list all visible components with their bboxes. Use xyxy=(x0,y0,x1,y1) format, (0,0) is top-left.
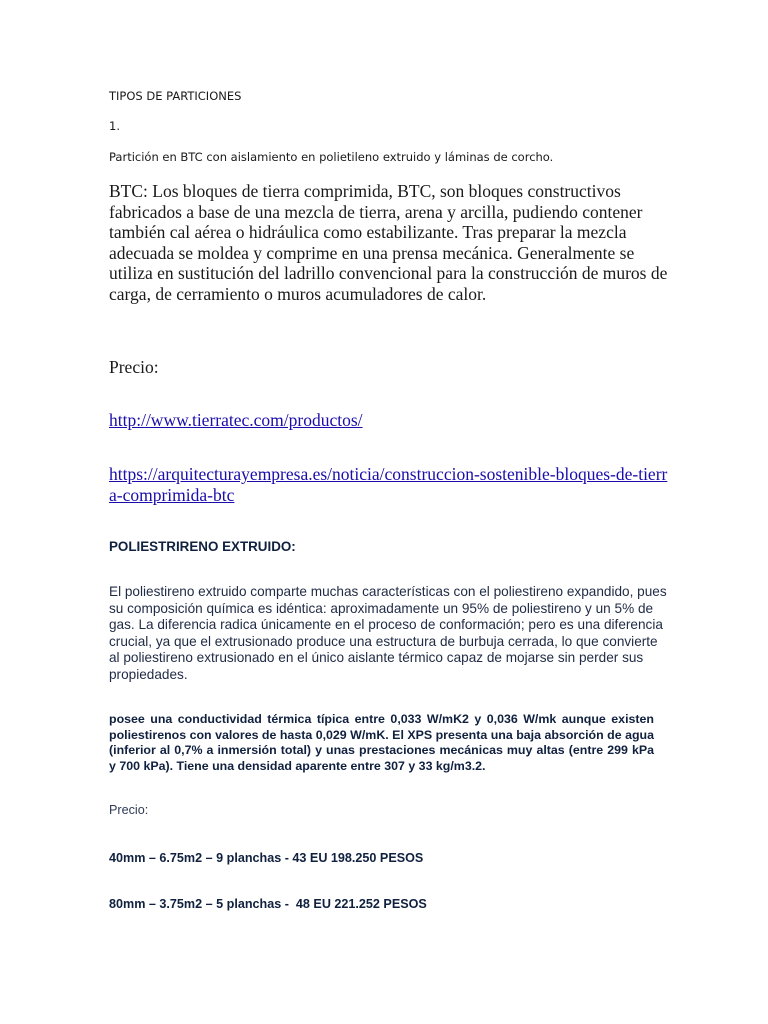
btc-term: BTC: xyxy=(109,181,148,201)
poliestireno-properties: posee una conductividad térmica típica entre 0,033 W/mK2 y 0,036 W/mk aunque existen poliestirenos con valores de hasta 0,029 W/mK. El XPS presenta una baja absorción de agua (inferior al 0,7% a inmersión total) y unas prestaciones mecánicas muy altas (entre 299 kPa y 700 kPa). Tiene una densidad aparente entre 307 y 33 kg/m3.2. xyxy=(109,712,654,773)
price-line-80mm: 80mm – 3.75m2 – 5 planchas - 48 EU 221.252 PESOS xyxy=(109,897,427,911)
page-title: TIPOS DE PARTICIONES xyxy=(109,89,242,103)
price-line-40mm: 40mm – 6.75m2 – 9 planchas - 43 EU 198.250 PESOS xyxy=(109,851,424,865)
btc-paragraph xyxy=(109,181,669,305)
poliestireno-description: El poliestireno extruido comparte muchas características con el poliestireno expandido, pues su composición química es idéntica: aproximadamente un 95% de poliestireno y un 5% de gas. La diferencia radica únicamente en el proceso de conformación; pero es una diferencia crucial, ya que el extrusionado produce una estructura de burbuja cerrada, lo que convierte al poliestireno extrusionado en el único aislante térmico capaz de mojarse sin perder sus propiedades. xyxy=(109,584,667,682)
price-label-btc: Precio: xyxy=(109,357,159,377)
tierratec-link[interactable]: http://www.tierratec.com/productos/ xyxy=(109,410,363,430)
arquitectura-link[interactable]: https://arquitecturayempresa.es/noticia/construccion-sostenible-bloques-de-tierra-comprimida-btc xyxy=(109,464,668,505)
price-label-poliestireno: Precio: xyxy=(109,803,149,817)
item-number: 1. xyxy=(109,119,120,133)
btc-text: Los bloques de tierra comprimida, BTC, son bloques constructivos fabricados a base de una mezcla de tierra, arena y arcilla, pudiendo contener también cal aérea o hidráulica como estabilizante. Tras preparar la mezcla adecuada se moldea y comprime en una prensa mecánica. Generalmente se utiliza en sustitución del ladrillo convencional para la construcción de muros de carga, de cerramiento o muros acumuladores de calor. xyxy=(109,181,668,304)
partition-subtitle: Partición en BTC con aislamiento en polietileno extruido y láminas de corcho. xyxy=(109,150,554,164)
poliestireno-heading: POLIESTRIRENO EXTRUIDO: xyxy=(109,539,296,554)
